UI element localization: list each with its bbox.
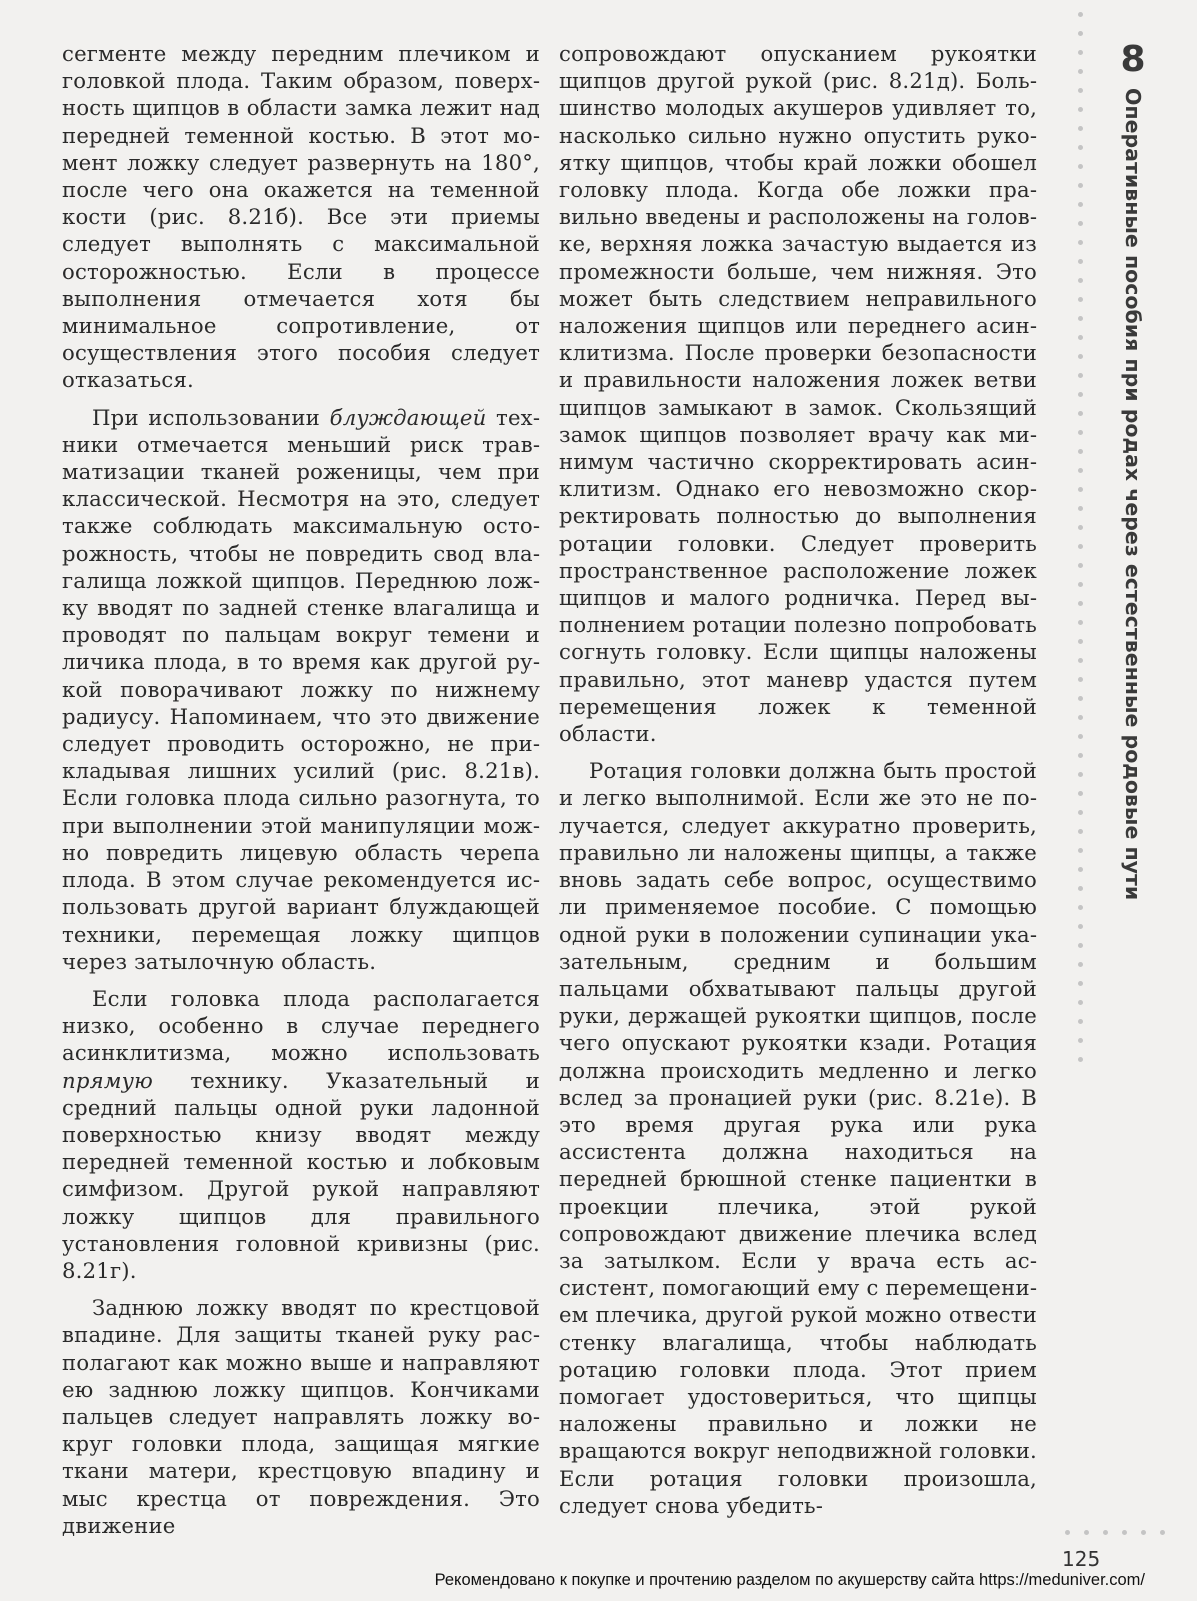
right-column [559, 40, 1037, 1519]
decorative-dots-bottom [1065, 1530, 1165, 1536]
paragraph: сегменте между передним плечиком и головкой плода. Таким образом, поверхность щипцов в области замка лежит над передней теменной костью. В этот момент ложку следует развернуть на 180°, после чего она окажется на теменной кости (рис. 8.21б). Все эти приемы следует выполнять с максимальной осторожностью. Если в процессе выполнения отмечается хотя бы минимальное сопротивление, от осуществления этого пособия следует отказаться. [62, 41, 540, 393]
chapter-title: Оперативные пособия при родах через естественные родовые пути [1121, 88, 1145, 901]
paragraph: Если головка плода располагается низко, особенно в случае переднего асинклитизма, можно использовать прямую технику. Указательный и средний пальцы одной руки ладонной поверхностью книзу вводят между передней теменной костью и лобковым симфизом. Другой рукой направляют ложку щипцов для правильного установления головной кривизны (рис. 8.21г). [62, 985, 540, 1283]
paragraph: Заднюю ложку вводят по крестцовой впадине. Для защиты тканей руку располагают как можно выше и направляют ею заднюю ложку щипцов. Кончиками пальцев следует направлять ложку вокруг головки плода, защищая мягкие ткани матери, крестцовую впадину и мыс крестца от повреждения. Это движение [62, 1295, 540, 1538]
chapter-number: 8 [1120, 39, 1146, 80]
emphasis: блуждающей [329, 404, 487, 430]
chapter-header [1108, 40, 1158, 900]
emphasis: прямую [62, 1067, 153, 1093]
paragraph: При использовании блуждающей техники отмечается меньший риск травматизации тканей роженицы, чем при классической. Несмотря на это, следует также соблюдать максимальную осторожность, чтобы не повредить свод влагалища ложкой щипцов. Переднюю ложку вводят по задней стенке влагалища и проводят по пальцам вокруг темени и личика плода, в то время как другой рукой поворачивают ложку по нижнему радиусу. Напоминаем, что это движение следует проводить осторожно, не прикладывая лишних усилий (рис. 8.21в). Если головка плода сильно разогнута, то при выполнении этой манипуляции можно повредить лицевую область черепа плода. В этом случае рекомендуется использовать другой вариант блуждающей техники, перемещая ложку щипцов через затылочную область. [62, 404, 540, 974]
paragraph: Ротация головки должна быть простой и легко выполнимой. Если же это не получается, следует аккуратно проверить, правильно ли наложены щипцы, а также вновь задать себе вопрос, осуществимо ли применяемое пособие. С помощью одной руки в положении супинации указательным, средним и большим пальцами обхватывают пальцы другой руки, держащей рукоятки щипцов, после чего опускают рукоятки кзади. Ротация должна происходить медленно и легко вслед за пронацией руки (рис. 8.21е). В это время другая рука или рука ассистента должна находиться на передней брюшной стенке пациентки в проекции плечика, этой рукой сопровождают движение плечика вслед за затылком. Если у врача есть ассистент, помогающий ему с перемещением плечика, другой рукой можно отвести стенку влагалища, чтобы наблюдать ротацию головки плода. Этот прием помогает удостовериться, что щипцы наложены правильно и ложки не вращаются вокруг неподвижной головки. Если ротация головки произошла, следует снова убедить- [559, 758, 1037, 1518]
footer-note: Рекомендовано к покупке и прочтению разделом по акушерству сайта https://meduniver.com/ [434, 1571, 1145, 1589]
page-number: 125 [1062, 1547, 1101, 1571]
decorative-dots-top [1075, 12, 1085, 1062]
paragraph: сопровождают опусканием рукоятки щипцов другой рукой (рис. 8.21д). Большинство молодых акушеров удивляет то, насколько сильно нужно опустить рукоятку щипцов, чтобы край ложки обошел головку плода. Когда обе ложки правильно введены и расположены на головке, верхняя ложка зачастую выдается из промежности больше, чем нижняя. Это может быть следствием неправильного наложения щипцов или переднего асинклитизма. После проверки безопасности и правильности наложения ложек ветви щипцов замыкают в замок. Скользящий замок щипцов позволяет врачу как минимум частично скорректировать асинклитизм. Однако его невозможно скорректировать полностью до выполнения ротации головки. Следует проверить пространственное расположение ложек щипцов и малого родничка. Перед выполнением ротации полезно попробовать согнуть головку. Если щипцы наложены правильно, этот маневр удастся путем перемещения ложек к теменной области. [559, 41, 1037, 747]
left-column [62, 40, 540, 1539]
